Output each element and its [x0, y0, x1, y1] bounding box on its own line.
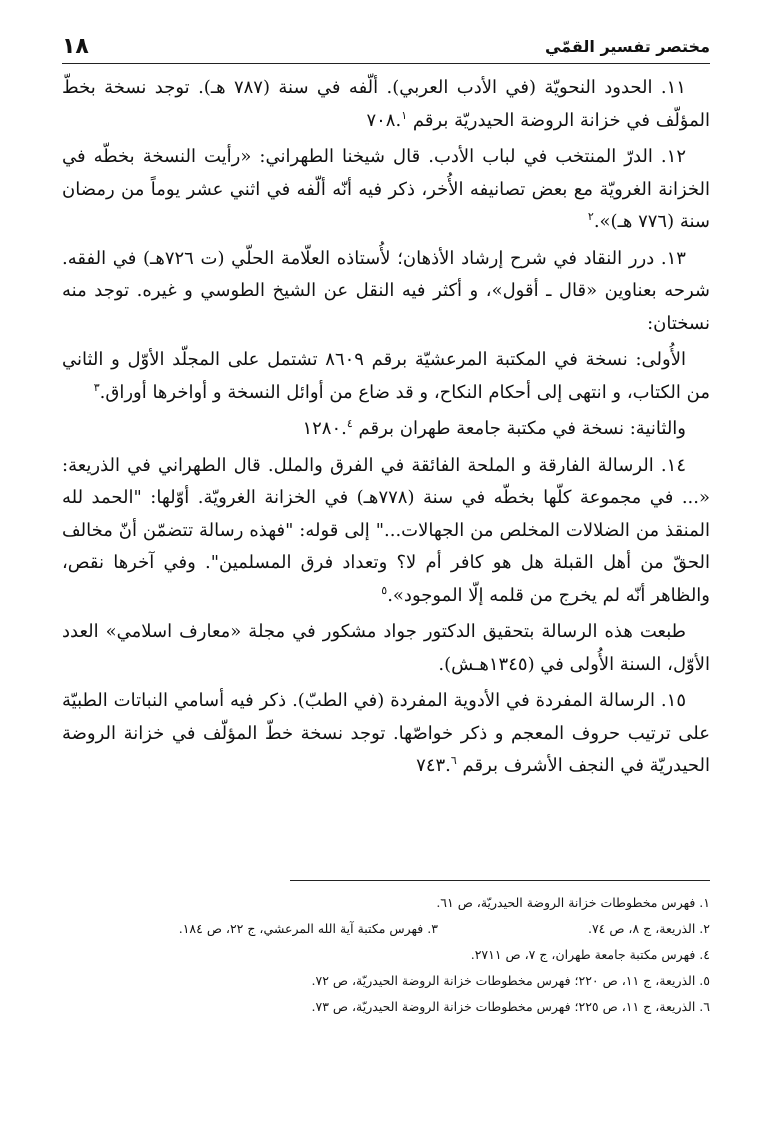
footnote-ref: ٢: [587, 210, 594, 223]
entry-14: ١٤. الرسالة الفارقة و الملحة الفائقة في الفرق والملل. قال الطهراني في الذريعة: «... في مجموعة كلّها بخطّه في سنة (٧٧٨هـ) في الخزانة الغرويّة. أوّلها: "الحمد لله المنقذ من الضلالات المخلص من الجهالات..." إلى قوله: "فهذه رسالة تتضمّن أنّ مخالف الحقّ من أهل القبلة هل هو كافر أم لا؟ وتعداد فرق المسلمين". وفي آخرها نقص، والظاهر أنّه لم يخرج من قلمه إلّا الموجود».$^٥$: [62, 454, 711, 606]
footnote-line: [62, 916, 710, 942]
entry-15: ١٥. الرسالة المفردة في الأدوية المفردة (في الطبّ). ذكر فيه أسامي النباتات الطبيّة على ترتيب حروف المعجم و ذكر خواصّها. توجد نسخة خطّ المؤلّف في خزانة الروضة الحيدريّة في النجف الأشرف برقم ٧٤٣.$^٦$: [62, 690, 710, 776]
main-text: [62, 72, 710, 787]
footnote-1: ١. فهرس مخطوطات خزانة الروضة الحيدريّة، ص ٦١.: [436, 895, 710, 910]
entry-13-copy-1: الأُولى: نسخة في المكتبة المرعشيّة برقم ٨٦٠٩ تشتمل على المجلّد الأوّل و الثاني من الكتاب، و انتهى إلى أحكام النكاح، و قد ضاع من أوائل النسخة و أواخرها أوراق.$^٣$: [62, 349, 710, 403]
footnote-4: ٤. فهرس مكتبة جامعة طهران، ج ٧، ص ٢٧١١.: [470, 947, 710, 962]
entry-11: ١١. الحدود النحويّة (في الأدب العربي). ألّفه في سنة (٧٨٧ هـ). توجد نسخة بخطّ المؤلّف في خزانة الروضة الحيدريّة برقم ٧٠٨.$^١$: [62, 77, 710, 131]
footnote-line: [62, 994, 710, 1020]
footnote-ref: ١: [401, 108, 408, 122]
footnote-ref: ٥: [381, 583, 388, 597]
footnote-line: [62, 890, 710, 916]
entry-13: ١٣. درر النقاد في شرح إرشاد الأذهان؛ لأُستاذه العلّامة الحلّي (ت ٧٢٦هـ) في الفقه. شرحه بعناوين «قال ـ أقول»، و أكثر فيه النقل عن الشيخ الطوسي و غيره. توجد منه نسختان:: [62, 247, 710, 334]
footnote-3: ٣. فهرس مكتبة آية الله المرعشي، ج ٢٢، ص ١٨٤.: [178, 921, 438, 936]
footnote-ref: ٤: [346, 417, 353, 430]
footnotes: [62, 890, 710, 1020]
page-header: [62, 30, 710, 62]
footnote-5: ٥. الذريعة، ج ١١، ص ٢٢٠؛ فهرس مخطوطات خزانة الروضة الحيدريّة، ص ٧٢.: [311, 973, 710, 988]
footnote-6: ٦. الذريعة، ج ١١، ص ٢٢٥؛ فهرس مخطوطات خزانة الروضة الحيدريّة، ص ٧٣.: [311, 999, 710, 1014]
footnote-line: [62, 968, 710, 994]
footnote-line: [62, 942, 710, 968]
running-title: مختصر تفسير القمّي: [544, 36, 710, 56]
header-divider: [62, 63, 710, 64]
footnote-2: ٢. الذريعة، ج ٨، ص ٧٤.: [587, 921, 710, 936]
page-number: ١٨: [62, 33, 89, 59]
footnote-ref: ٣: [93, 380, 100, 394]
entry-12: ١٢. الدرّ المنتخب في لباب الأدب. قال شيخنا الطهراني: «رأيت النسخة بخطّه في الخزانة الغرويّة مع بعض تصانيفه الأُخر، ذكر فيه أنّه ألّفه في اثني عشر يوماً من رمضان سنة (٧٧٦ هـ)».$^٢$: [62, 146, 710, 232]
footnote-divider: [290, 880, 710, 881]
footnote-ref: ٦: [450, 754, 457, 767]
entry-14-publication: طبعت هذه الرسالة بتحقيق الدكتور جواد مشكور في مجلة «معارف اسلامي» العدد الأوّل، السنة الأُولى في (١٣٤٥هـش).: [62, 621, 710, 675]
entry-13-copy-2: والثانية: نسخة في مكتبة جامعة طهران برقم ١٢٨٠.$^٤$: [302, 417, 686, 439]
